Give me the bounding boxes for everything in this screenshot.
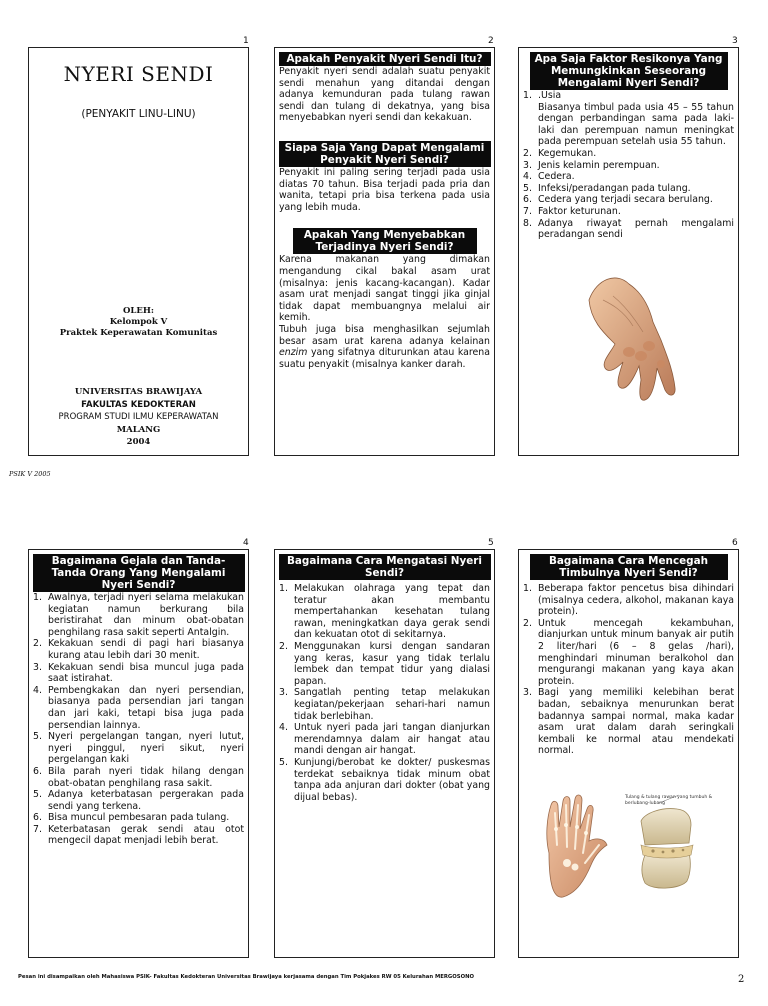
heading-risk: Apa Saja Faktor Resikonya Yang Memungkinkan Seseorang Mengalami Nyeri Sendi? [530,52,728,90]
list-item-number: 2. [33,638,42,650]
list-item-text: Adanya riwayat pernah mengalami peradangan sendi [538,217,734,241]
list-item [523,171,734,183]
list-item [523,102,734,148]
list-item-number: 6. [523,194,532,206]
list-item [279,583,490,641]
list-item [523,687,734,757]
heading-who: Siapa Saja Yang Dapat Mengalami Penyakit Nyeri Sendi? [279,141,491,167]
list-item-text: Beberapa faktor pencetus bisa dihindari (misalnya cedera, alkohol, makanan kaya protein). [538,583,734,618]
list-item-text: Menggunakan kursi dengan sandaran yang keras, kasur yang tidak terlalu lembek dan tempat tidur yang dialasi papan. [294,640,490,687]
list-item-number [523,102,538,148]
group-name: Kelompok V [109,317,168,327]
list-item-text: Untuk nyeri pada jari tangan dianjurkan merendamnya dalam air hangat atau mandi dengan air hangat. [294,722,490,757]
list-item-text: Kekakuan sendi bisa muncul juga pada saat istirahat. [48,661,244,685]
list-item [523,90,734,102]
list-item-number: 3. [33,661,42,673]
list-item [33,592,244,638]
list-item-text: Melakukan olahraga yang tepat dan teratur akan membantu mempertahankan kesehatan tulang rawan, meningkatkan daya gerak sendi dan kekuatan otot di sekitarnya. [294,583,490,641]
list-item-number: 8. [523,217,532,229]
panel-what-is [274,47,495,456]
list-item-number: 3. [279,687,288,699]
text-cause: Karena makanan yang dimakan mengandung cikal bakal asam urat (misalnya: jenis kacang-kacangan). Kadar asam urat menjadi sangat tinggi jika ginjal tidak dapat membuangnya melalui air kemih. [279,254,490,324]
by-label: OLEH: [122,306,155,316]
list-item [33,638,244,661]
hand-skeleton-and-knee-joint-illustration [541,793,721,903]
list-item-number: 7. [523,205,532,217]
heading-what-is: Apakah Penyakit Nyeri Sendi Itu? [279,52,491,66]
sheet-page-number: 2 [738,974,745,985]
list-item-number: 1. [279,583,288,594]
text-what-is: Penyakit nyeri sendi adalah suatu penyakit sendi menahun yang ditandai dengan adanya kemunduran pada tulang rawan sendi dan tulang di dekatnya, yang bisa menyebabkan nyeri sendi dan kekakuan. [279,66,490,124]
heading-treatment: Bagaimana Cara Mengatasi Nyeri Sendi? [279,554,491,580]
list-item-text: Bila parah nyeri tidak hilang dengan obat-obatan penghilang rasa sakit. [48,765,244,789]
list-item-number: 4. [523,171,532,183]
cover-panel [28,47,249,456]
panel-prevention [518,549,739,958]
risk-list [519,90,738,241]
list-item [523,183,734,195]
list-item-number: 5. [279,756,288,768]
text-cause-2 [275,324,494,370]
list-item [33,662,244,685]
cover-title: NYERI SENDI [63,62,214,86]
list-item-text: Pembengkakan dan nyeri persendian, biasanya pada persendian jari tangan dan jari kaki, tetapi bisa juga pada persendian lainnya. [48,684,244,731]
caption-line-2: berlubang-lubang [625,801,665,806]
list-item [33,685,244,731]
list-item [523,194,734,206]
list-item [279,641,490,687]
symptoms-list [29,592,248,847]
list-item-number: 1. [33,592,42,603]
list-item-text: Keterbatasan gerak sendi atau otot mengecil dapat menjadi lebih berat. [48,823,244,847]
list-item-text: Awalnya, terjadi nyeri selama melakukan kegiatan namun berkurang bila beristirahat dan minum obat-obatan penghilang rasa sakit seperti Antalgin. [48,592,244,638]
page-number-2: 2 [488,36,494,46]
treatment-list [275,583,494,803]
cause-2-post: yang sifatnya diturunkan atau karena suatu penyakit (misalnya kanker darah. [279,347,490,370]
arthritic-hand-illustration [583,270,679,406]
list-item-text: Nyeri pergelangan tangan, nyeri lutut, nyeri pinggul, nyeri sikut, nyeri pergelangan kaki [48,731,244,766]
program: PROGRAM STUDI ILMU KEPERAWATAN [58,412,219,422]
list-item-text: .Usia [538,90,562,101]
page-number-4: 4 [243,538,249,548]
university: UNIVERSITAS BRAWIJAYA [74,387,203,397]
list-item-text: Cedera yang terjadi secara berulang. [538,194,713,206]
list-item [279,722,490,757]
panel-treatment [274,549,495,958]
cause-2-enzim: enzim [279,347,308,359]
side-note: PSIK V 2005 [9,470,51,478]
list-item-text: Untuk mencegah kekambuhan, dianjurkan untuk minum banyak air putih 2 liter/hari (6 – 8 gelas /hari), menghindari minuman beralkohol dan mengurangi makanan yang kaya akan protein. [538,617,734,687]
list-item-number: 6. [33,765,42,777]
list-item [33,731,244,766]
list-item-text: Cedera. [538,171,575,183]
list-item [523,618,734,688]
list-item [523,206,734,218]
list-item-number: 7. [33,823,42,835]
list-item-number: 2. [523,617,532,629]
list-item-text: Bisa muncul pembesaran pada tulang. [48,812,230,824]
page-number-5: 5 [488,538,494,548]
cause-2-pre: Tubuh juga bisa menghasilkan sejumlah besar asam urat karena adanya kelainan [279,323,490,347]
list-item-number: 1. [523,90,532,101]
heading-cause: Apakah Yang Menyebabkan Terjadinya Nyeri Sendi? [293,228,477,254]
list-item [33,766,244,789]
list-item [279,757,490,803]
list-item [523,160,734,172]
footer-note: Pesan ini disampaikan oleh Mahasiswa PSIK- Fakultas Kedokteran Universitas Brawijaya kerjasama dengan Tim Pokjakes RW 05 Kelurahan MERGOSONO [18,974,475,980]
heading-prevention: Bagaimana Cara Mencegah Timbulnya Nyeri Sendi? [530,554,728,580]
list-item [523,583,734,618]
list-item-number: 4. [279,722,288,734]
list-item-number: 5. [523,182,532,194]
list-item-number: 6. [33,812,42,824]
cover-subtitle: (PENYAKIT LINU-LINU) [81,108,196,120]
list-item-text: Infeksi/peradangan pada tulang. [538,182,691,194]
list-item-text: Kunjungi/berobat ke dokter/ puskesmas terdekat sebaiknya tidak minum obat tanpa ada anjuran dari dokter (obat yang dijual bebas). [294,756,490,803]
list-item-number: 4. [33,684,42,696]
year: 2004 [126,437,151,447]
list-item [279,687,490,722]
page-number-6: 6 [732,538,738,548]
list-item-number: 5. [33,731,42,743]
cover-institution [29,386,248,449]
list-item-number: 5. [33,789,42,801]
list-item-text: Faktor keturunan. [538,205,621,217]
list-item [523,218,734,241]
list-item-text: Biasanya timbul pada usia 45 – 55 tahun dengan perbandingan sama pada laki-laki dan perempuan namun meningkat pada perempuan setelah usia 55 tahun. [538,101,734,148]
list-item-number: 2. [523,147,532,159]
heading-symptoms: Bagaimana Gejala dan Tanda-Tanda Orang Yang Mengalami Nyeri Sendi? [33,554,245,592]
list-item [33,812,244,824]
page-number-1: 1 [243,36,249,46]
list-item-text: Kegemukan. [538,147,597,159]
cover-authors [29,306,248,339]
faculty: FAKULTAS KEDOKTERAN [81,399,196,410]
list-item-number: 1. [523,583,532,594]
panel-risk-factors [518,47,739,456]
list-item-text: Jenis kelamin perempuan. [538,159,660,171]
list-item-text: Bagi yang memiliki kelebihan berat badan, sebaiknya menurunkan berat badannya sampai normal, maka kadar asam urat dalam darah seringkali kembali ke normal atau mendekati normal. [538,687,734,757]
prevention-list [519,583,738,757]
list-item-text: Kekakuan sendi di pagi hari biasanya kurang atau lebih dari 30 menit. [48,638,244,661]
practice-name: Praktek Keperawatan Komunitas [59,328,218,338]
list-item-number: 3. [523,687,532,699]
list-item-number: 3. [523,159,532,171]
text-who: Penyakit ini paling sering terjadi pada usia diatas 70 tahun. Bisa terjadi pada pria dan wanita, tetapi pria bisa terkena pada usia yang lebih muda. [279,166,490,213]
panel-symptoms [28,549,249,958]
list-item [33,789,244,812]
caption-line-1: Tulang & tulang rawan yang tumbuh & [625,795,713,800]
list-item-text: Sangatlah penting tetap melakukan kegiatan/pekerjaan sehari-hari namun tidak berlebihan. [294,687,490,722]
page-number-3: 3 [732,36,738,46]
city: MALANG [116,424,161,435]
list-item-number: 2. [279,640,288,652]
list-item-text: Adanya keterbatasan pergerakan pada sendi yang terkena. [48,789,244,812]
list-item [523,148,734,160]
list-item [33,824,244,847]
